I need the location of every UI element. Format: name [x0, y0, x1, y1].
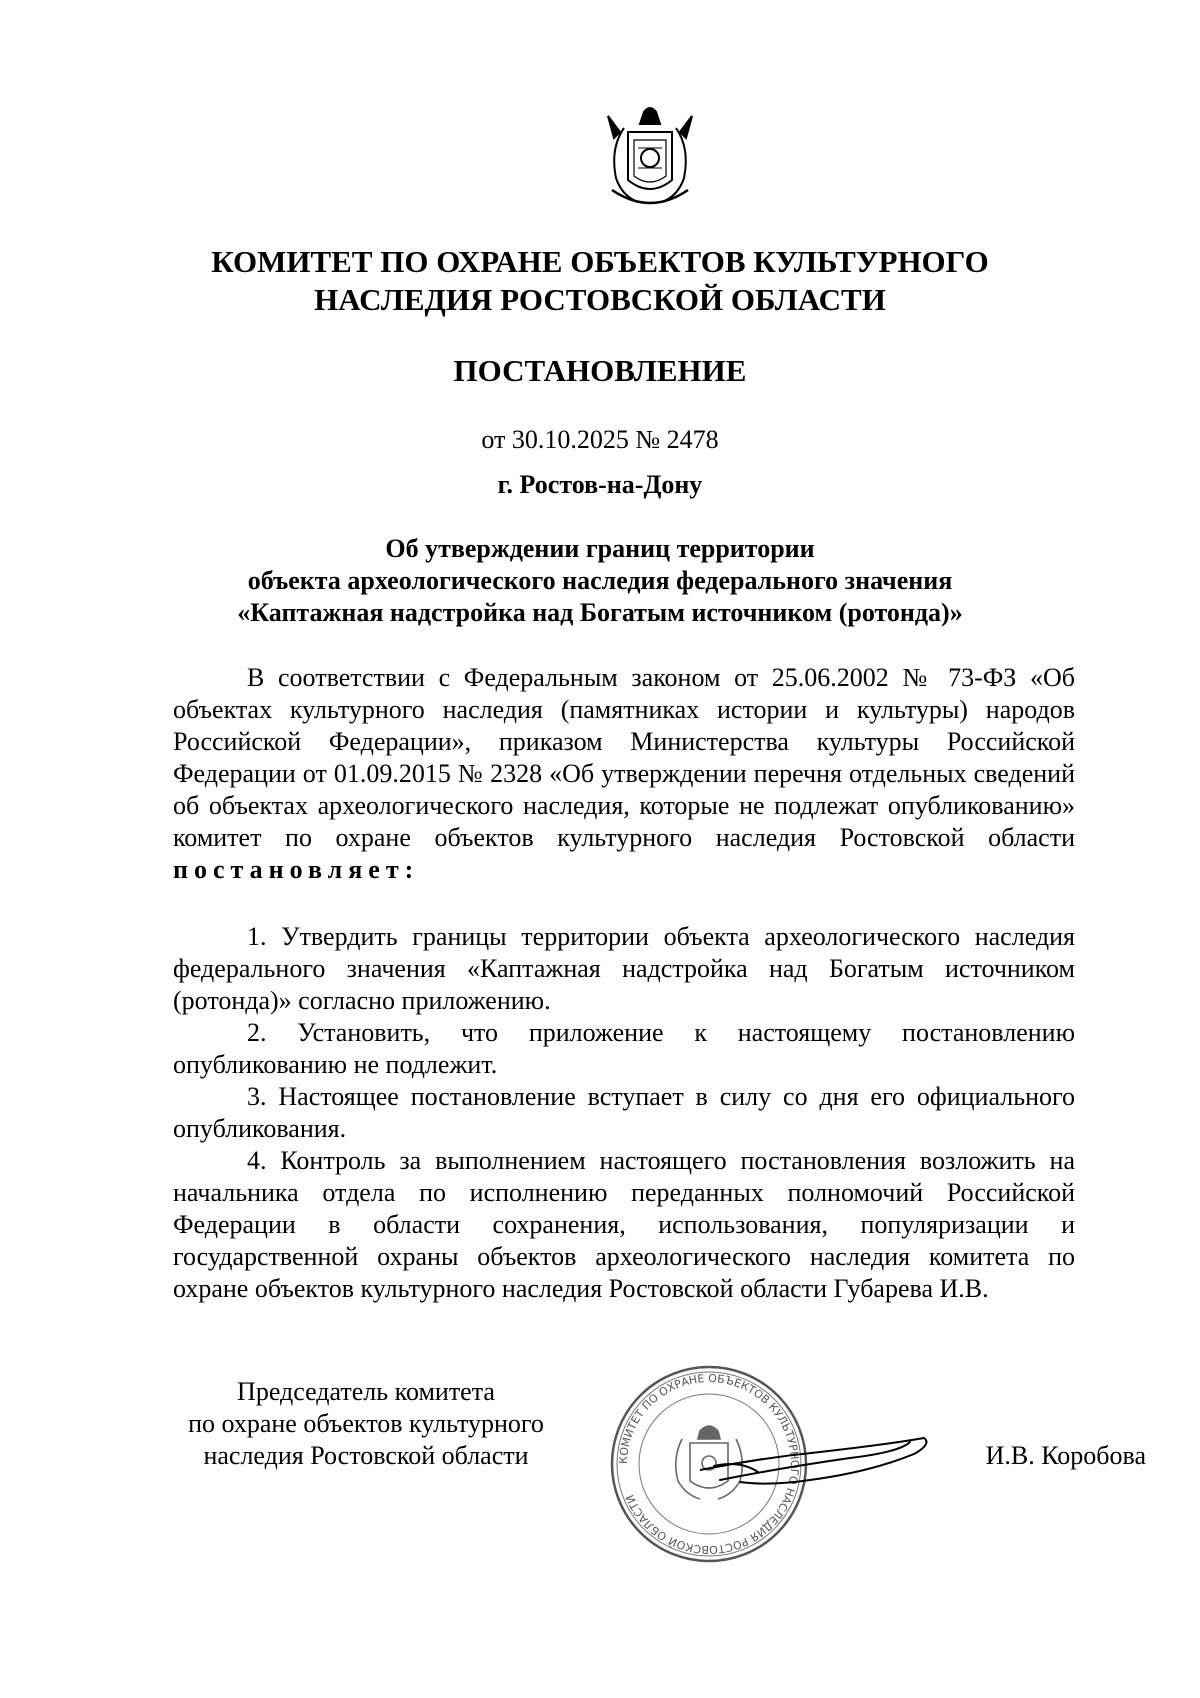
signatory-title-line-3: наследия Ростовской области [203, 1441, 529, 1470]
preamble [173, 662, 1075, 886]
resolution-item: 4. Контроль за выполнением настоящего постановления возложить на начальника отдела по исполнению переданных полномочий Российской Федерации в области сохранения, использования, популяризации и государственной охраны объектов археологического наследия комитета по охране объектов культурного наследия Ростовской области Губарева И.В. [173, 1146, 1075, 1303]
coat-of-arms-icon [604, 98, 696, 214]
resolution-items [173, 921, 1075, 1305]
org-line-2: НАСЛЕДИЯ РОСТОВСКОЙ ОБЛАСТИ [314, 282, 886, 317]
document-date-number: от 30.10.2025 № 2478 [481, 425, 719, 454]
decree-word: постановляет: [173, 855, 420, 884]
signatory-name: И.В. Коробова [985, 1441, 1146, 1470]
handwritten-signature [700, 1408, 930, 1518]
signatory-title-line-1: Председатель комитета [237, 1377, 495, 1406]
resolution-item: 1. Утвердить границы территории объекта археологического наследия федерального значения «Каптажная надстройка над Богатым источником (ротонда)» согласно приложению. [173, 922, 1075, 1015]
resolution-item: 2. Установить, что приложение к настоящему постановлению опубликованию не подлежит. [173, 1018, 1075, 1079]
document-type: ПОСТАНОВЛЕНИЕ [453, 353, 747, 388]
resolution-item: 3. Настоящее постановление вступает в силу со дня его официального опубликования. [173, 1082, 1075, 1143]
org-line-1: КОМИТЕТ ПО ОХРАНЕ ОБЪЕКТОВ КУЛЬТУРНОГО [211, 244, 989, 279]
stamp-text: КОМИТЕТ ПО ОХРАНЕ ОБЪЕКТОВ КУЛЬТУРНОГО НАСЛЕДИЯ РОСТОВСКОЙ ОБЛАСТИ [616, 1371, 802, 1557]
preamble-paragraph [173, 662, 1075, 886]
preamble-text: В соответствии с Федеральным законом от 25.06.2002 № 73-ФЗ «Об объектах культурного наследия (памятниках истории и культуры) народов Российской Федерации», приказом Министерства культуры Российской Федерации от 01.09.2015 № 2328 «Об утверждении перечня отдельных сведений об объектах археологического наследия, которые не подлежат опубликованию» комитет по охране объектов культурного наследия Ростовской области [173, 663, 1075, 852]
organization-name [0, 243, 1200, 319]
subject-line-1: Об утверждении границ территории [385, 534, 815, 563]
document-subject [0, 533, 1200, 629]
subject-line-3: «Каптажная надстройка над Богатым источником (ротонда)» [237, 598, 963, 627]
signatory-title-line-2: по охране объектов культурного [188, 1409, 544, 1438]
document-city: г. Ростов-на-Дону [497, 470, 703, 499]
subject-line-2: объекта археологического наследия федерального значения [247, 566, 953, 595]
signatory-title [160, 1376, 572, 1472]
